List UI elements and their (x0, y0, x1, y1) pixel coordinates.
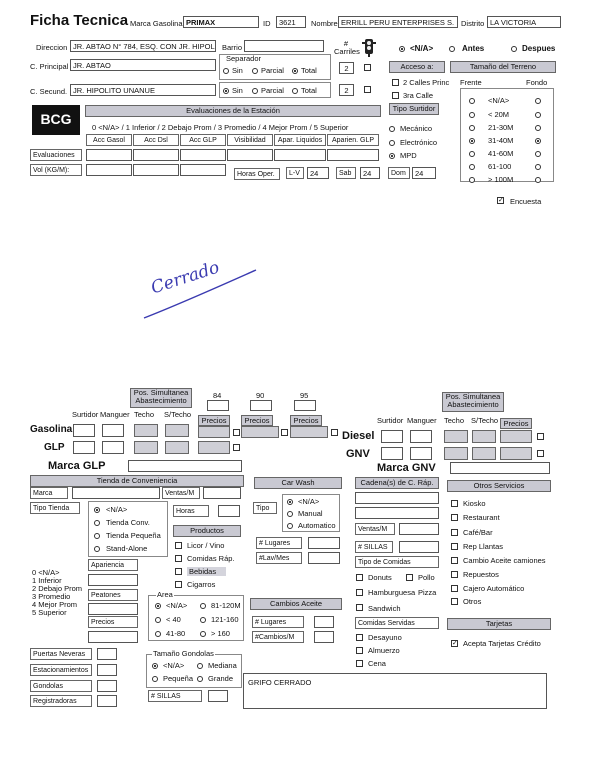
frente-100plus-radio[interactable] (469, 177, 475, 183)
scale-1: 1 Inferior (32, 576, 62, 585)
calles2-checkbox[interactable] (392, 79, 399, 86)
horas-oper-label: Horas Oper. (234, 168, 280, 180)
eval-header: Evaluaciones de la Estación (85, 105, 381, 117)
apariencia-label: Apariencia (88, 559, 138, 571)
tienda-ventas-label: Ventas/M (162, 487, 200, 499)
precios-95-header: Precios (290, 415, 322, 426)
gnv-label: GNV (346, 448, 370, 460)
tienda-marca-field[interactable] (72, 487, 160, 499)
eval-scale: 0 <N/A> / 1 Inferior / 2 Debajo Prom / 3 Promedio / 4 Mejor Prom / 5 Superior (92, 123, 349, 132)
terreno-opt-3: 31-40M (488, 136, 514, 145)
carriles-1-field[interactable]: 2 (339, 62, 354, 74)
area-160-radio[interactable] (200, 631, 206, 637)
carriles-2-field[interactable]: 2 (339, 84, 354, 96)
hamburguesa-checkbox[interactable] (356, 589, 363, 596)
area-121-radio[interactable] (200, 617, 206, 623)
gas-precio-90-field[interactable] (241, 426, 279, 438)
rap-cadena-2-field[interactable] (355, 507, 439, 519)
repuestos-label: Repuestos (463, 570, 499, 579)
acceso-header: Acceso a: (389, 61, 445, 73)
registradoras-label: Registradoras (30, 695, 92, 707)
dsl-surtidor-field[interactable] (381, 430, 403, 443)
almuerzo-checkbox[interactable] (356, 647, 363, 654)
estac-label: Estacionamientos (30, 664, 92, 676)
eval-aparien-glp-field[interactable] (327, 149, 379, 161)
cajero-checkbox[interactable] (451, 585, 458, 592)
area-41-label: 41-80 (166, 629, 186, 638)
kiosko-checkbox[interactable] (451, 500, 458, 507)
rap-header: Cadena(s) de C. Ráp. (355, 477, 439, 489)
area-41-radio[interactable] (155, 631, 161, 637)
mecanico-label: Mecánico (400, 124, 433, 133)
cambio-aceite-checkbox[interactable] (451, 557, 458, 564)
peatones-label: Peatones (88, 589, 138, 601)
terreno-opt-1: < 20M (488, 110, 510, 119)
encuesta-checkbox[interactable]: ✓ (498, 197, 504, 204)
gas-stecho-label: S/Techo (164, 410, 192, 419)
gnv-techo-field[interactable] (444, 447, 468, 460)
sab-field[interactable]: 24 (360, 167, 380, 179)
handwritten-underline (140, 266, 260, 322)
frente-na-radio[interactable] (469, 98, 475, 104)
dom-field[interactable]: 24 (412, 167, 436, 179)
gas-95-checkbox[interactable] (331, 429, 338, 436)
bcg-logo: BCG (32, 105, 80, 135)
cafe-label: Café/Bar (463, 528, 493, 537)
carriles-1-checkbox[interactable] (364, 64, 371, 71)
precios-dsl-header: Precios (500, 418, 532, 429)
gond-mediana-label: Mediana (208, 661, 237, 670)
tarjetas-checkbox[interactable]: ✓ (452, 640, 458, 647)
scale-5: 5 Superior (32, 608, 67, 617)
gas-techo-label: Techo (134, 410, 155, 419)
dsl-precio-field[interactable] (500, 430, 532, 443)
area-na-radio[interactable] (155, 603, 161, 609)
vol-label: Vol (KG/M): (30, 164, 82, 176)
eval-visibilidad-field[interactable] (227, 149, 273, 161)
gas-precio-84-field[interactable] (198, 426, 230, 438)
bebidas-label: Bebidas (187, 567, 226, 576)
carwash-lugares-label: # Lugares (256, 537, 302, 549)
gas-surtidor-field[interactable] (73, 424, 95, 437)
calle3-label: 3ra Calle (403, 91, 434, 100)
carwash-manual-label: Manual (298, 509, 323, 518)
dom-label: Dom (388, 167, 410, 179)
tarjetas-label: Acepta Tarjetas Crédito (463, 639, 541, 648)
evaluaciones-label: Evaluaciones (30, 149, 82, 161)
glp-checkbox[interactable] (233, 444, 240, 451)
neveras-field[interactable] (97, 648, 117, 660)
cigarros-label: Cigarros (187, 580, 216, 589)
area-label: Area (157, 590, 173, 599)
oct-84-label: 84 (213, 391, 222, 400)
frente-30-radio[interactable] (469, 125, 475, 131)
traffic-light-icon (361, 38, 377, 58)
gondolas-label: Gondolas (30, 680, 92, 692)
mpd-radio[interactable] (389, 153, 395, 159)
glp-surtidor-field[interactable] (73, 441, 95, 454)
carwash-tipo-label: Tipo (253, 502, 277, 514)
eval-col-aparien-glp: Aparien. GLP (327, 134, 379, 146)
gas-stecho-field[interactable] (165, 424, 189, 437)
calles2-label: 2 Calles Princ (403, 78, 450, 87)
eval-col-visibilidad: Visibilidad (227, 134, 273, 146)
oct-90-label: 90 (256, 391, 265, 400)
eval-acc-gasol-field[interactable] (86, 149, 132, 161)
restaurant-label: Restaurant (463, 513, 500, 522)
apariencia-field[interactable] (88, 574, 138, 586)
distrito-label: Distrito (461, 19, 485, 28)
tienda-na-label: <N/A> (106, 505, 128, 514)
electronico-label: Electrónico (400, 138, 438, 147)
eval-col-acc-gasol: Acc Gasol (86, 134, 132, 146)
fondo-60-radio[interactable] (535, 151, 541, 157)
carwash-na-radio[interactable] (287, 499, 293, 505)
donuts-checkbox[interactable] (356, 574, 363, 581)
frente-label: Frente (460, 78, 482, 87)
glp-label: GLP (44, 442, 65, 453)
form-title: Ficha Tecnica (30, 12, 129, 29)
distrito-field[interactable]: LA VICTORIA (487, 16, 561, 28)
marca-glp-field[interactable] (128, 460, 242, 472)
tienda-precios-field[interactable] (88, 631, 138, 643)
pos-na-label: <N/A> (410, 44, 434, 53)
vol-2-field[interactable] (133, 164, 179, 176)
sep1-total-label: Total (301, 66, 317, 75)
kiosko-label: Kiosko (463, 499, 486, 508)
area-na-label: <N/A> (166, 601, 188, 610)
terreno-opt-5: 61-100 (488, 162, 512, 171)
scale-0: 0 <N/A> (32, 568, 60, 577)
pollo-checkbox[interactable] (406, 574, 413, 581)
gond-grande-label: Grande (208, 674, 234, 683)
dsl-checkbox[interactable] (537, 433, 544, 440)
fondo-20-radio[interactable] (535, 112, 541, 118)
direccion-label: Direccion (36, 43, 68, 52)
carwash-manual-radio[interactable] (287, 511, 293, 517)
carriles-label: # Carriles (334, 39, 360, 56)
tipo-surtidor-header: Tipo Surtidor (389, 103, 439, 115)
terreno-opt-0: <N/A> (488, 96, 510, 105)
precios-84-header: Precios (198, 415, 230, 426)
terreno-opt-4: 41-60M (488, 149, 514, 158)
id-field[interactable]: 3621 (276, 16, 306, 28)
repuestos-checkbox[interactable] (451, 571, 458, 578)
gnv-manguer-field[interactable] (410, 447, 432, 460)
gond-mediana-radio[interactable] (197, 663, 203, 669)
eval-col-apar-liquidos: Apar. Liquidos (274, 134, 326, 146)
gnv-stecho-field[interactable] (472, 447, 496, 460)
tienda-marca-label: Marca (30, 487, 68, 499)
carwash-lavmes-label: #Lav/Mes (256, 552, 302, 564)
rap-sillas-field[interactable] (399, 541, 439, 553)
horas-field[interactable] (218, 505, 240, 517)
comidas-rap-label: Comidas Ráp. (187, 554, 235, 563)
gond-grande-radio[interactable] (197, 676, 203, 682)
otros-checkbox[interactable] (451, 598, 458, 605)
area-40-label: < 40 (166, 615, 181, 624)
carwash-auto-label: Automatico (298, 521, 336, 530)
direccion-field[interactable]: JR. ABTAO N° 784, ESQ. CON JR. HIPOL (70, 40, 216, 52)
pollo-label: Pollo (418, 573, 435, 582)
area-40-radio[interactable] (155, 617, 161, 623)
gondolas-field[interactable] (97, 680, 117, 692)
nombre-label: Nombre (311, 19, 338, 28)
cambios-cambios-field[interactable] (314, 631, 334, 643)
desayuno-checkbox[interactable] (356, 634, 363, 641)
rap-ventas-label: Ventas/M (355, 523, 395, 535)
eval-col-acc-glp: Acc GLP (180, 134, 226, 146)
sep1-parcial-label: Parcial (261, 66, 284, 75)
gnv-surtidor-field[interactable] (381, 447, 403, 460)
gond-pequena-radio[interactable] (152, 676, 158, 682)
pos-sim-left-header: Pos. Simultanea Abastecimiento (130, 388, 192, 408)
tarjetas-header: Tarjetas (447, 618, 551, 630)
marca-gnv-field[interactable] (450, 462, 550, 474)
mpd-label: MPD (400, 151, 417, 160)
eval-acc-glp-field[interactable] (180, 149, 226, 161)
pos-despues-label: Despues (522, 44, 556, 53)
cprincipal-label: C. Principal (30, 62, 69, 71)
estac-field[interactable] (97, 664, 117, 676)
frente-20-radio[interactable] (469, 112, 475, 118)
tienda-stand-label: Stand-Alone (106, 544, 148, 553)
gnv-checkbox[interactable] (537, 450, 544, 457)
gas-84-checkbox[interactable] (233, 429, 240, 436)
dsl-stecho-label: S/Techo (471, 416, 499, 425)
cambios-lugares-field[interactable] (314, 616, 334, 628)
peatones-field[interactable] (88, 603, 138, 615)
separador-label: Separador (226, 54, 262, 63)
frente-60-radio[interactable] (469, 151, 475, 157)
marca-glp-label: Marca GLP (48, 460, 106, 472)
tam-gond-label: Tamaño Gondolas (153, 649, 214, 658)
cambios-header: Cambios Aceite (250, 598, 342, 610)
neveras-label: Puertas Neveras (30, 648, 92, 660)
cprincipal-field[interactable]: JR. ABTAO (70, 59, 216, 71)
area-81-radio[interactable] (200, 603, 206, 609)
rap-tipo-label: Tipo de Comidas (355, 556, 439, 568)
licor-checkbox[interactable] (175, 542, 182, 549)
csecund-label: C. Secund. (30, 87, 68, 96)
cena-label: Cena (368, 659, 386, 668)
gond-na-radio[interactable] (152, 663, 158, 669)
gas-surtidor-label: Surtidor (72, 410, 99, 419)
scale-3: 3 Promedio (32, 592, 71, 601)
tipo-tienda-label: Tipo Tienda (30, 502, 80, 514)
rap-sillas-label: # SILLAS (355, 541, 393, 553)
carwash-lavmes-field[interactable] (308, 552, 340, 564)
area-160-label: > 160 (211, 629, 230, 638)
cambios-cambios-label: #Cambios/M (252, 631, 304, 643)
cafe-checkbox[interactable] (451, 529, 458, 536)
mecanico-radio[interactable] (389, 126, 395, 132)
fondo-na-radio[interactable] (535, 98, 541, 104)
notes-field[interactable]: GRIFO CERRADO (243, 673, 547, 709)
pos-na-radio[interactable] (399, 46, 405, 52)
lv-field[interactable]: 24 (307, 167, 329, 179)
tienda-na-radio[interactable] (94, 507, 100, 513)
registradoras-field[interactable] (97, 695, 117, 707)
sab-label: Sab (336, 167, 356, 179)
oct-95-field[interactable] (294, 400, 316, 411)
area-81-label: 81-120M (211, 601, 241, 610)
carwash-na-label: <N/A> (298, 497, 320, 506)
fondo-label: Fondo (526, 78, 548, 87)
horas-label: Horas (173, 505, 209, 517)
lv-label: L-V (286, 167, 304, 179)
gond-pequena-label: Pequeña (163, 674, 194, 683)
tienda-stand-radio[interactable] (94, 546, 100, 552)
productos-header: Productos (173, 525, 241, 537)
cajero-label: Cajero Automático (463, 584, 525, 593)
donuts-label: Donuts (368, 573, 392, 582)
llantas-checkbox[interactable] (451, 543, 458, 550)
diesel-label: Diesel (342, 430, 375, 442)
barrio-label: Barrio (222, 43, 243, 52)
precios-90-header: Precios (241, 415, 273, 426)
sep2-total-radio[interactable] (292, 88, 298, 94)
terreno-opt-2: 21-30M (488, 123, 514, 132)
vol-1-field[interactable] (86, 164, 132, 176)
fondo-100-radio[interactable] (535, 164, 541, 170)
dsl-surtidor-label: Surtidor (377, 416, 404, 425)
sep1-sin-label: Sin (232, 66, 243, 75)
sandwich-checkbox[interactable] (356, 604, 363, 611)
dsl-techo-label: Techo (444, 416, 465, 425)
sep2-parcial-label: Parcial (261, 86, 284, 95)
nombre-field[interactable]: ERRILL PERU ENTERPRISES S. (338, 16, 458, 28)
fondo-30-radio[interactable] (535, 125, 541, 131)
carwash-lugares-field[interactable] (308, 537, 340, 549)
glp-stecho-field[interactable] (165, 441, 189, 454)
rap-ventas-field[interactable] (399, 523, 439, 535)
carwash-header: Car Wash (254, 477, 342, 489)
oct-90-field[interactable] (250, 400, 272, 411)
gas-precio-95-field[interactable] (290, 426, 328, 438)
otros-header: Otros Servicios (447, 480, 551, 492)
frente-40-radio[interactable] (469, 138, 475, 144)
terreno-header: Tamaño del Terreno (450, 61, 556, 73)
dsl-manguer-field[interactable] (410, 430, 432, 443)
desayuno-label: Desayuno (368, 633, 402, 642)
eval-acc-dsl-field[interactable] (133, 149, 179, 161)
cambio-aceite-label: Cambio Aceite camiones (463, 556, 546, 565)
carriles-2-checkbox[interactable] (364, 86, 371, 93)
gasolina-label: Gasolina (30, 424, 73, 435)
marca-field[interactable]: PRIMAX (183, 16, 259, 28)
oct-84-field[interactable] (207, 400, 229, 411)
hamburguesa-label: Hamburguesa (368, 588, 416, 597)
tienda-conv-label: Tienda Conv. (106, 518, 150, 527)
sep1-parcial-radio[interactable] (252, 68, 258, 74)
barrio-field[interactable] (244, 40, 324, 52)
frente-100-radio[interactable] (469, 164, 475, 170)
terreno-opt-6: > 100M (488, 175, 514, 184)
tienda-peq-label: Tienda Pequeña (106, 531, 161, 540)
sep2-total-label: Total (301, 86, 317, 95)
oct-95-label: 95 (300, 391, 309, 400)
sep1-total-radio[interactable] (292, 68, 298, 74)
gas-90-checkbox[interactable] (281, 429, 288, 436)
pos-despues-radio[interactable] (511, 46, 517, 52)
glp-techo-field[interactable] (134, 441, 158, 454)
gond-sillas-field[interactable] (208, 690, 228, 702)
area-121-label: 121-160 (211, 615, 239, 624)
tienda-precios-label: Precios (88, 616, 138, 628)
pos-sim-right-header: Pos. Simultanea Abastecimiento (442, 392, 504, 412)
gond-na-label: <N/A> (163, 661, 185, 670)
sandwich-label: Sandwich (368, 604, 401, 613)
gas-techo-field[interactable] (134, 424, 158, 437)
dsl-techo-field[interactable] (444, 430, 468, 443)
tienda-header: Tienda de Conveniencia (30, 475, 244, 487)
scale-4: 4 Mejor Prom (32, 600, 78, 609)
fondo-40-radio[interactable] (535, 138, 541, 144)
pos-antes-radio[interactable] (449, 46, 455, 52)
pos-antes-label: Antes (462, 44, 485, 53)
marca-gnv-label: Marca GNV (377, 462, 436, 474)
almuerzo-label: Almuerzo (368, 646, 400, 655)
sep2-sin-radio[interactable] (223, 88, 229, 94)
pizza-label: Pizza (418, 588, 437, 597)
eval-apar-liquidos-field[interactable] (274, 149, 326, 161)
tienda-ventas-field[interactable] (203, 487, 241, 499)
calle3-checkbox[interactable] (392, 92, 399, 99)
cena-checkbox[interactable] (356, 660, 363, 667)
cigarros-checkbox[interactable] (175, 581, 182, 588)
gas-manguer-label: Manguer (100, 410, 130, 419)
tienda-conv-radio[interactable] (94, 520, 100, 526)
gas-manguer-field[interactable] (102, 424, 124, 437)
vol-3-field[interactable] (180, 164, 226, 176)
licor-label: Licor / Vino (187, 541, 225, 550)
glp-manguer-field[interactable] (102, 441, 124, 454)
restaurant-checkbox[interactable] (451, 514, 458, 521)
dsl-manguer-label: Manguer (407, 416, 437, 425)
tienda-peq-radio[interactable] (94, 533, 100, 539)
rap-cadena-1-field[interactable] (355, 492, 439, 504)
fondo-100plus-radio[interactable] (535, 177, 541, 183)
dsl-stecho-field[interactable] (472, 430, 496, 443)
comidas-rap-checkbox[interactable] (175, 555, 182, 562)
otros-label: Otros (463, 597, 482, 606)
electronico-radio[interactable] (389, 140, 395, 146)
gnv-precio-field[interactable] (500, 447, 532, 460)
glp-precio-field[interactable] (198, 441, 230, 454)
llantas-label: Rep Llantas (463, 542, 504, 551)
eval-col-acc-dsl: Acc Dsl (133, 134, 179, 146)
marca-label: Marca Gasolina (130, 19, 183, 28)
sep2-sin-label: Sin (232, 86, 243, 95)
carwash-auto-radio[interactable] (287, 523, 293, 529)
csecund-field[interactable]: JR. HIPOLITO UNANUE (70, 84, 216, 96)
bebidas-checkbox[interactable] (175, 568, 182, 575)
id-label: ID (263, 19, 271, 28)
scale-2: 2 Debajo Prom (32, 584, 83, 593)
gond-sillas-label: # SILLAS (148, 690, 202, 702)
servidas-label: Comidas Servidas (355, 617, 439, 629)
cambios-lugares-label: # Lugares (252, 616, 304, 628)
encuesta-label: Encuesta (510, 197, 542, 206)
handwritten-note: Cerrado (148, 257, 222, 299)
sep2-parcial-radio[interactable] (252, 88, 258, 94)
sep1-sin-radio[interactable] (223, 68, 229, 74)
